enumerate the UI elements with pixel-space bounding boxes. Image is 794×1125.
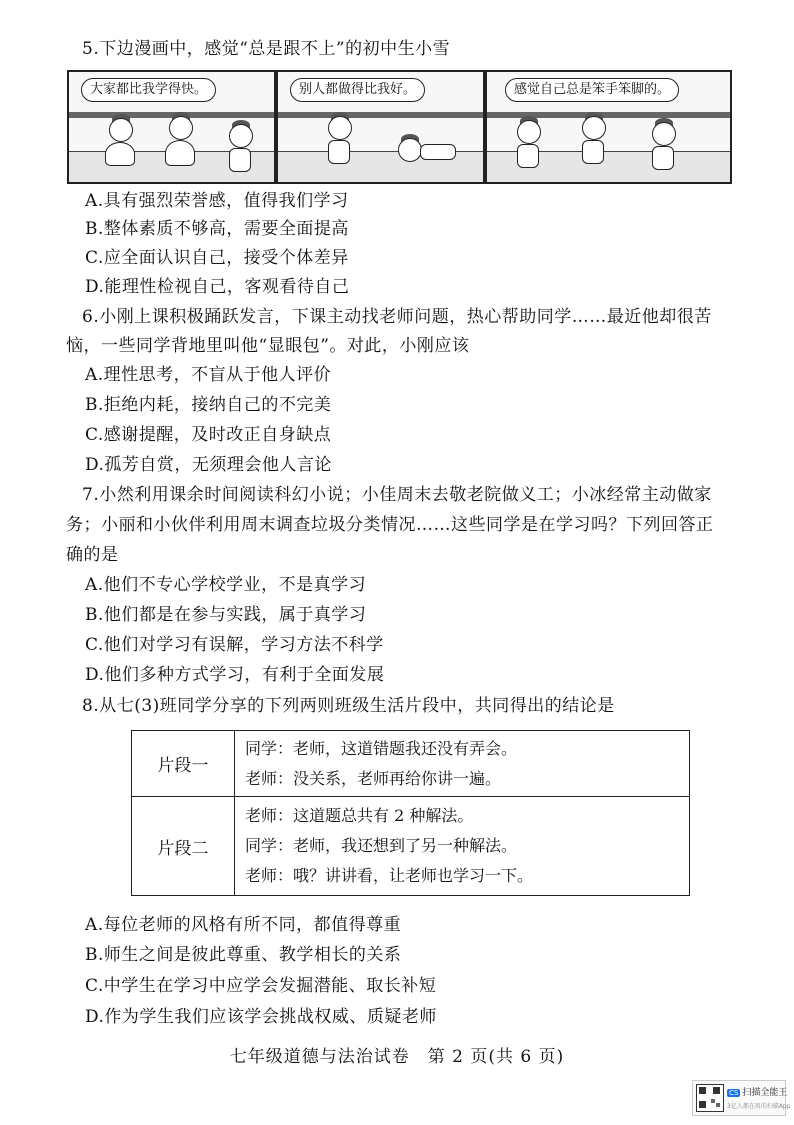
scanner-watermark bbox=[692, 1080, 791, 1116]
dialogue-table bbox=[131, 730, 690, 896]
comic-panel-1 bbox=[67, 70, 276, 184]
segment-1-line: 同学：老师，这道错题我还没有弄会。 bbox=[245, 738, 518, 758]
segment-1-label: 片段一 bbox=[132, 731, 235, 797]
q7-option-b: B.他们都是在参与实践，属于真学习 bbox=[85, 605, 367, 625]
q6-stem-line1: 6.小刚上课积极踊跃发言，下课主动找老师问题，热心帮助同学……最近他却很苦 bbox=[82, 307, 712, 327]
segment-2-dialogue bbox=[235, 797, 690, 896]
q8-option-c: C.中学生在学习中应学会发掘潜能、取长补短 bbox=[85, 976, 437, 996]
q7-stem-line3: 确的是 bbox=[66, 545, 119, 565]
q6-stem-line2: 恼，一些同学背地里叫他“显眼包”。对此，小刚应该 bbox=[66, 336, 470, 356]
q5-option-b: B.整体素质不够高，需要全面提高 bbox=[85, 219, 349, 239]
q5-option-c: C.应全面认识自己，接受个体差异 bbox=[85, 248, 349, 268]
q7-option-c: C.他们对学习有误解，学习方法不科学 bbox=[85, 635, 384, 655]
q7-stem-line1: 7.小然利用课余时间阅读科幻小说；小佳周末去敬老院做义工；小冰经常主动做家 bbox=[82, 485, 712, 505]
segment-1-line: 老师：没关系，老师再给你讲一遍。 bbox=[245, 768, 502, 788]
scanner-app-title bbox=[727, 1085, 787, 1098]
q8-option-b: B.师生之间是彼此尊重、教学相长的关系 bbox=[85, 945, 402, 965]
cs-logo-icon: CS bbox=[729, 1089, 739, 1097]
segment-1-dialogue bbox=[235, 731, 690, 797]
q7-stem-line2: 务；小丽和小伙伴利用周末调查垃圾分类情况……这些同学是在学习吗？下列回答正 bbox=[66, 515, 714, 535]
q6-option-d: D.孤芳自赏，无须理会他人言论 bbox=[85, 455, 332, 475]
q7-option-a: A.他们不专心学校学业，不是真学习 bbox=[85, 575, 367, 595]
comic-wall bbox=[278, 112, 483, 118]
q5-stem: 5.下边漫画中，感觉“总是跟不上”的初中生小雪 bbox=[82, 39, 451, 59]
segment-2-line: 同学：老师，我还想到了另一种解法。 bbox=[245, 836, 518, 855]
q7-option-d: D.他们多种方式学习，有利于全面发展 bbox=[85, 665, 385, 685]
qr-code-icon bbox=[696, 1084, 724, 1112]
q8-option-d: D.作为学生我们应该学会挑战权威、质疑老师 bbox=[85, 1007, 437, 1027]
speech-bubble-2: 别人都做得比我好。 bbox=[290, 78, 425, 102]
scanner-app-name: 扫描全能王 bbox=[742, 1088, 788, 1098]
q6-option-c: C.感谢提醒，及时改正自身缺点 bbox=[85, 425, 332, 445]
q8-stem: 8.从七(3)班同学分享的下列两则班级生活片段中，共同得出的结论是 bbox=[82, 696, 615, 716]
segment-2-line: 老师：哦？讲讲看，让老师也学习一下。 bbox=[245, 866, 534, 885]
q5-option-a: A.具有强烈荣誉感，值得我们学习 bbox=[85, 191, 349, 211]
page-footer: 七年级道德与法治试卷 第 2 页(共 6 页) bbox=[229, 1047, 565, 1067]
speech-bubble-3: 感觉自己总是笨手笨脚的。 bbox=[505, 78, 679, 102]
segment-2-line: 老师：这道题总共有 2 种解法。 bbox=[245, 806, 474, 825]
comic-panel-3 bbox=[485, 70, 732, 184]
comic-strip bbox=[67, 70, 730, 182]
q6-option-a: A.理性思考，不盲从于他人评价 bbox=[85, 365, 332, 385]
scanner-app-subtitle: 3亿人都在用的扫描App bbox=[727, 1103, 791, 1110]
segment-2-label: 片段二 bbox=[132, 797, 235, 896]
q5-option-d: D.能理性检视自己，客观看待自己 bbox=[85, 277, 350, 297]
q8-option-a: A.每位老师的风格有所不同，都值得尊重 bbox=[85, 915, 402, 935]
q6-option-b: B.拒绝内耗，接纳自己的不完美 bbox=[85, 395, 332, 415]
speech-bubble-1: 大家都比我学得快。 bbox=[81, 78, 216, 102]
comic-panel-2 bbox=[276, 70, 485, 184]
